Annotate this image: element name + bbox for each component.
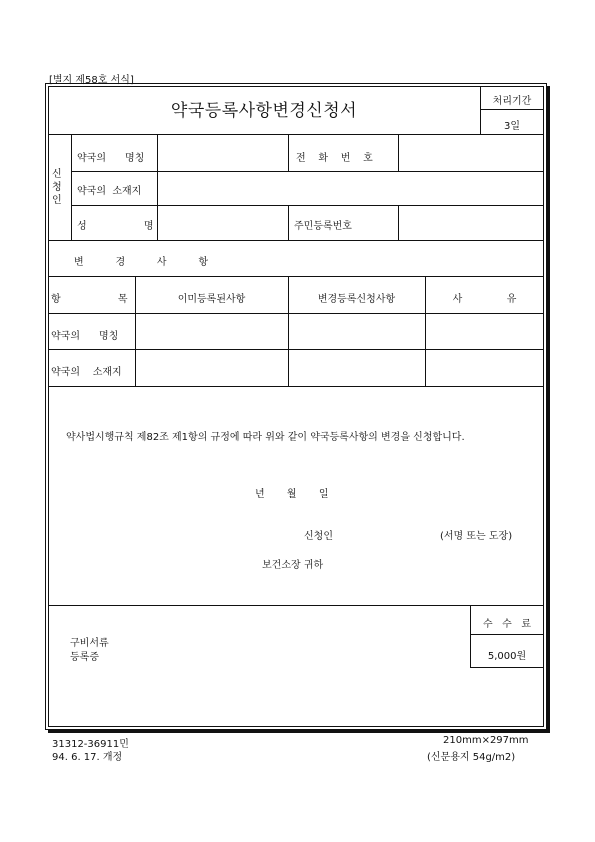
person-name-field[interactable]: [158, 206, 287, 239]
requested-name-field[interactable]: [289, 314, 424, 348]
pharmacy-name-field[interactable]: [158, 135, 287, 170]
changes-section-title: 변 경 사 항: [74, 257, 209, 268]
row-label-pharmacy-name: 약국의 명칭: [51, 331, 119, 342]
footer-paper-type: (신문용지 54g/m2): [427, 752, 516, 763]
pharmacy-name-label: 약국의 명칭: [77, 153, 145, 164]
form-title: 약국등록사항변경신청서: [170, 101, 358, 121]
form-shadow-right: [547, 86, 550, 733]
header-previous: 이미등록된사항: [177, 294, 246, 305]
fee-value: 5,000원: [487, 651, 527, 662]
reason-name-field[interactable]: [426, 314, 543, 348]
row-label-pharmacy-address: 약국의 소재지: [51, 367, 122, 378]
pharmacy-address-label: 약국의 소재지: [77, 186, 142, 197]
divider: [470, 667, 544, 668]
fee-label: 수 수 료: [482, 619, 532, 630]
footer-form-code: 31312-36911민: [52, 739, 129, 750]
required-document-item: 등록증: [70, 652, 99, 663]
divider: [48, 276, 544, 277]
phone-label: 전 화 번 호: [296, 153, 373, 164]
divider: [470, 634, 544, 635]
addressee-label: 보건소장 귀하: [262, 560, 324, 571]
divider: [48, 386, 544, 387]
reason-address-field[interactable]: [426, 350, 543, 385]
processing-period-label: 처리기간: [492, 96, 532, 107]
applicant-signature-label: 신청인: [304, 531, 333, 542]
divider: [48, 240, 544, 241]
declaration-date: 년 월 일: [255, 489, 329, 500]
required-documents-label: 구비서류: [70, 638, 109, 649]
pharmacy-address-field[interactable]: [158, 172, 543, 204]
divider: [480, 109, 544, 110]
previous-address-field[interactable]: [136, 350, 287, 385]
resident-number-field[interactable]: [399, 206, 543, 239]
form-number-label: [별지 제58호 서식]: [49, 75, 134, 86]
previous-name-field[interactable]: [136, 314, 287, 348]
resident-number-label: 주민등록번호: [294, 221, 352, 232]
person-name-label: 성 명: [77, 221, 154, 232]
footer-revision-date: 94. 6. 17. 개정: [52, 752, 123, 763]
applicant-group-label: 신 청 인: [52, 169, 62, 206]
form-shadow-bottom: [48, 730, 550, 733]
divider: [71, 134, 72, 240]
header-requested: 변경등록신청사항: [317, 294, 396, 305]
divider: [288, 134, 289, 171]
processing-period-value: 3일: [503, 121, 521, 132]
header-item: 항 목: [51, 294, 128, 305]
declaration-statement: 약사법시행규칙 제82조 제1항의 규정에 따라 위와 같이 약국등록사항의 변경을 신청합니다.: [66, 432, 465, 443]
signature-or-seal-label: (서명 또는 도장): [440, 531, 513, 542]
footer-paper-size: 210mm×297mm: [443, 735, 529, 746]
requested-address-field[interactable]: [289, 350, 424, 385]
header-reason: 사 유: [452, 294, 517, 305]
divider: [288, 205, 289, 240]
phone-field[interactable]: [399, 135, 543, 170]
